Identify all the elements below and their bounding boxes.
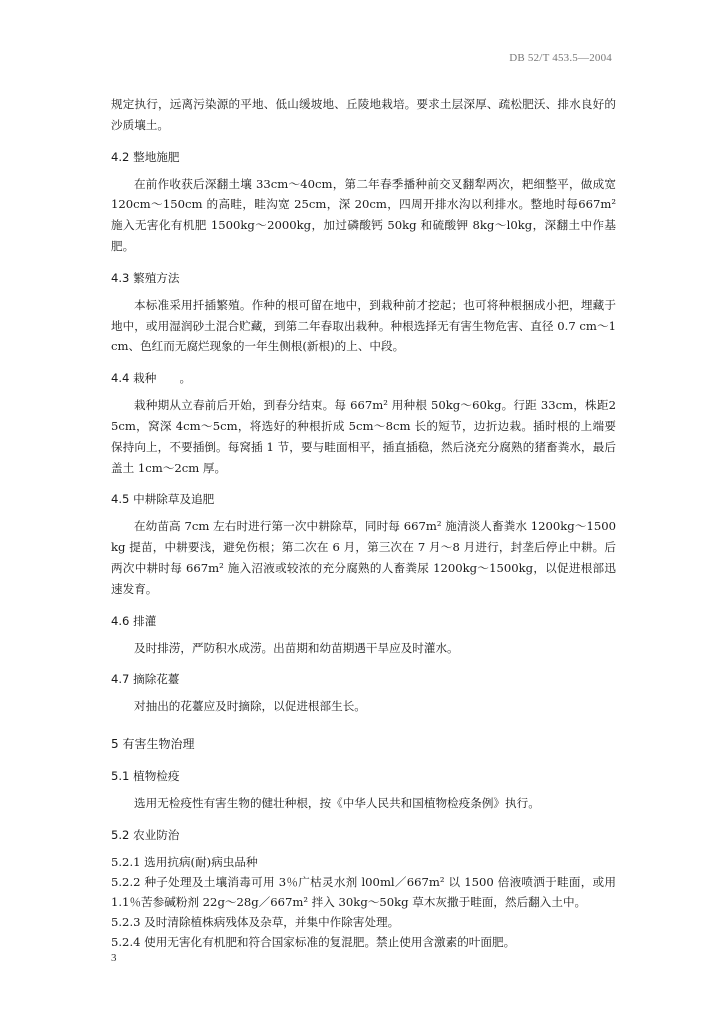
list-item-5-2-2: 5.2.2 种子处理及土壤消毒可用 3％广枯灵水剂 l00ml／667m² 以 1500 倍液喷洒于畦面，或用 1.1％苦参碱粉剂 22g～28g／667m² 拌入 30kg～50kg 草木灰撒于畦面，然后翻入土中。 bbox=[111, 874, 616, 909]
section-heading-4-6: 4.6 排灌 bbox=[111, 613, 157, 628]
section-text-4-2: 在前作收获后深翻土壤 33cm～40cm，第二年春季播种前交叉翻犁两次，耙细整平，做成宽 120cm～150cm 的高畦，畦沟宽 25cm，深 20cm，四周开排水沟以利排水。整地时每667m² 施入无害化有机肥 1500kg～2000kg，加过磷酸钙 50kg 和硫酸钾 8kg～l0kg，深翻土中作基肥。 bbox=[111, 176, 616, 253]
chapter-heading-5: 5 有害生物治理 bbox=[111, 737, 195, 752]
section-heading-5-1: 5.1 植物检疫 bbox=[111, 769, 180, 784]
section-text-4-6: 及时排涝，严防积水成涝。出苗期和幼苗期遇干旱应及时灌水。 bbox=[134, 640, 459, 655]
list-item-5-2-3: 5.2.3 及时清除植株病残体及杂草，并集中作除害处理。 bbox=[111, 914, 400, 929]
section-text-5-1: 选用无检疫性有害生物的健壮种根，按《中华人民共和国植物检疫条例》执行。 bbox=[134, 796, 540, 811]
section-heading-4-5: 4.5 中耕除草及追肥 bbox=[111, 492, 215, 507]
section-heading-5-2: 5.2 农业防治 bbox=[111, 827, 180, 842]
section-text-4-4: 栽种期从立春前后开始，到春分结束。每 667m² 用种根 50kg～60kg。行距 33cm，株距25cm，窝深 4cm～5cm，将选好的种根折成 5cm～8cm 长的短节，边折边栽。插时根的上端要保持向上，不要插倒。每窝插 1 节，要与畦面相平，插直插稳，然后浇充分腐熟的猪畜粪水，最后盖土 1cm～2cm 厚。 bbox=[111, 398, 616, 475]
section-text-4-5: 在幼苗高 7cm 左右时进行第一次中耕除草，同时每 667m² 施清淡人畜粪水 1200kg～1500 kg 提苗，中耕要浅，避免伤根；第二次在 6 月，第三次在 7 月～8 月进行，封垄后停止中耕。后两次中耕时每 667m² 施入沼液或较浓的充分腐熟的人畜粪尿 1200kg～1500kg，以促进根部迅速发育。 bbox=[111, 519, 616, 596]
list-item-5-2-4: 5.2.4 使用无害化有机肥和符合国家标准的复混肥。禁止使用含激素的叶面肥。 bbox=[111, 934, 516, 949]
section-heading-4-2: 4.2 整地施肥 bbox=[111, 149, 180, 164]
section-text-4-7: 对抽出的花薹应及时摘除，以促进根部生长。 bbox=[134, 699, 366, 714]
section-heading-4-4: 4.4 栽种 。 bbox=[111, 371, 192, 386]
intro-paragraph: 规定执行，远离污染源的平地、低山缓坡地、丘陵地栽培。要求土层深厚、疏松肥沃、排水良好的沙质壤土。 bbox=[111, 97, 616, 132]
section-heading-4-3: 4.3 繁殖方法 bbox=[111, 270, 180, 285]
section-heading-4-7: 4.7 摘除花薹 bbox=[111, 672, 180, 687]
document-body bbox=[111, 94, 616, 952]
document-code-header: DB 52/T 453.5—2004 bbox=[509, 52, 612, 64]
list-item-5-2-1: 5.2.1 选用抗病(耐)病虫品种 bbox=[111, 854, 258, 869]
section-text-4-3: 本标准采用扦插繁殖。作种的根可留在地中，到栽种前才挖起；也可将种根捆成小把，埋藏于地中，或用湿润砂土混合贮藏，到第二年春取出栽种。种根选择无有害生物危害、直径 0.7 cm～1cm、色红而无腐烂现象的一年生侧根(新根)的上、中段。 bbox=[111, 297, 616, 354]
page-number: 3 bbox=[111, 952, 117, 964]
